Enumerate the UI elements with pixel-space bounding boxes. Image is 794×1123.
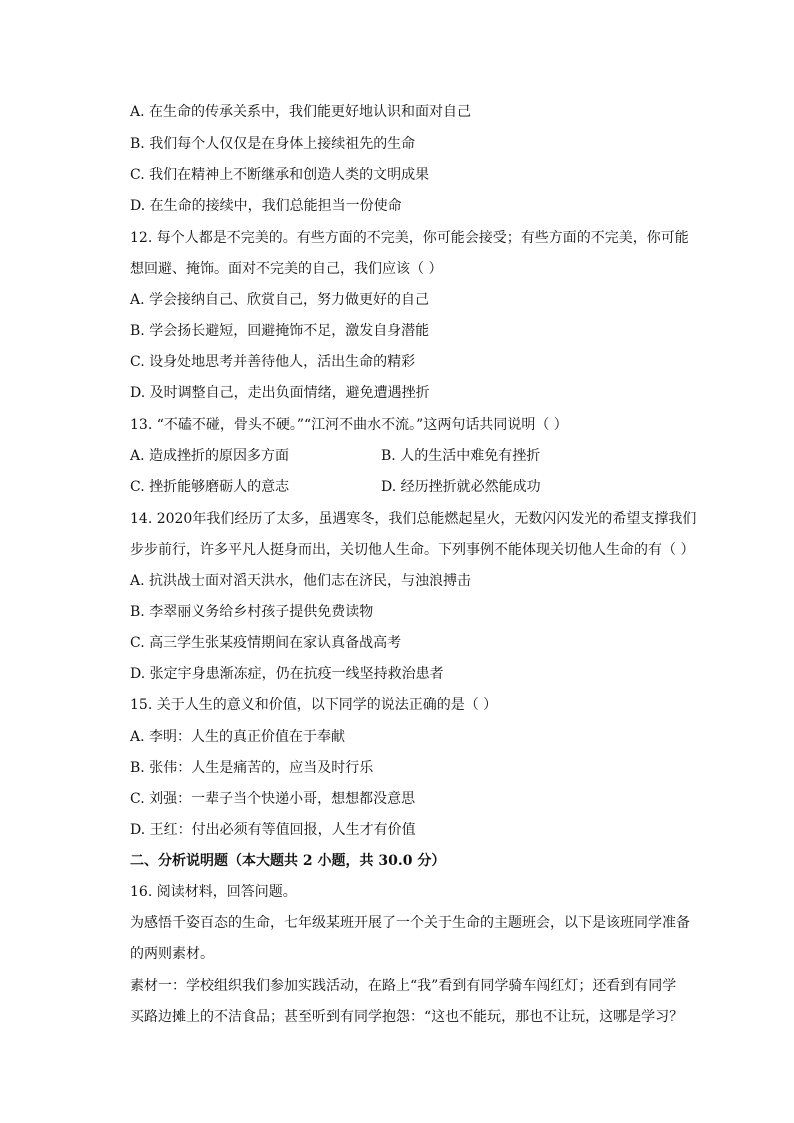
- q13-option-b: B. 人的生活中难免有挫折: [381, 448, 541, 464]
- q16-para1-line2: 的两则素材。: [130, 946, 214, 962]
- q14-option-c: C. 高三学生张某疫情期间在家认真备战高考: [130, 635, 402, 651]
- q11-option-a: A. 在生命的传承关系中，我们能更好地认识和面对自己: [130, 104, 472, 120]
- q11-option-d: D. 在生命的接续中，我们总能担当一份使命: [130, 198, 402, 214]
- q15-option-c: C. 刘强：一辈子当个快递小哥，想想都没意思: [130, 791, 416, 807]
- q13-options-row2: [130, 477, 700, 497]
- q16-para1-line1: 为感悟千姿百态的生命，七年级某班开展了一个关于生命的主题班会，以下是该班同学准备: [130, 915, 690, 931]
- q15-option-b: B. 张伟：人生是痛苦的，应当及时行乐: [130, 760, 374, 776]
- q15-option-a: A. 李明：人生的真正价值在于奉献: [130, 729, 346, 745]
- section-heading: 二、分析说明题（本大题共 2 小题，共 30.0 分）: [130, 853, 446, 869]
- q14-option-d: D. 张定宇身患渐冻症，仍在抗疫一线坚持救治患者: [130, 666, 444, 682]
- q12-option-d: D. 及时调整自己，走出负面情绪，避免遭遇挫折: [130, 385, 430, 401]
- q12-option-b: B. 学会扬长避短，回避掩饰不足，激发自身潜能: [130, 323, 430, 339]
- q16-para2-line1: 素材一：学校组织我们参加实践活动，在路上“我”看到有同学骑车闯红灯；还看到有同学: [130, 978, 677, 994]
- q12-option-c: C. 设身处地思考并善待他人，活出生命的精彩: [130, 354, 416, 370]
- q13-stem: 13. “不磕不碰，骨头不硬。”“江河不曲水不流。”这两句话共同说明（ ）: [130, 417, 568, 433]
- q13-option-d: D. 经历挫折就必然能成功: [381, 479, 541, 495]
- q16-stem: 16. 阅读材料，回答问题。: [130, 884, 297, 900]
- q13-option-a: A. 造成挫折的原因多方面: [130, 448, 290, 464]
- q15-option-d: D. 王红：付出必须有等值回报，人生才有价值: [130, 822, 416, 838]
- q13-options-row1: [130, 446, 700, 466]
- q15-stem: 15. 关于人生的意义和价值，以下同学的说法正确的是（ ）: [130, 697, 498, 713]
- q14-option-a: A. 抗洪战士面对滔天洪水，他们志在济民，与浊浪搏击: [130, 573, 472, 589]
- q13-option-c: C. 挫折能够磨砺人的意志: [130, 479, 290, 495]
- q11-option-c: C. 我们在精神上不断继承和创造人类的文明成果: [130, 167, 430, 183]
- q14-option-b: B. 李翠丽义务给乡村孩子提供免费读物: [130, 604, 374, 620]
- q14-stem-line2: 步步前行，许多平凡人挺身而出，关切他人生命。下列事例不能体现关切他人生命的有（ ）: [130, 542, 695, 558]
- q12-option-a: A. 学会接纳自己、欣赏自己，努力做更好的自己: [130, 292, 430, 308]
- q12-stem-line2: 想回避、掩饰。面对不完美的自己，我们应该（ ）: [130, 261, 443, 277]
- q14-stem-line1: 14. 2020年我们经历了太多，虽遇寒冬，我们总能燃起星火，无数闪闪发光的希望支撑我们: [130, 511, 697, 527]
- q12-stem-line1: 12. 每个人都是不完美的。有些方面的不完美，你可能会接受；有些方面的不完美，你可能: [130, 230, 689, 246]
- q11-option-b: B. 我们每个人仅仅是在身体上接续祖先的生命: [130, 136, 416, 152]
- q16-para2-line2: 买路边摊上的不洁食品；甚至听到有同学抱怨：“这也不能玩，那也不让玩，这哪是学习？: [130, 1009, 684, 1025]
